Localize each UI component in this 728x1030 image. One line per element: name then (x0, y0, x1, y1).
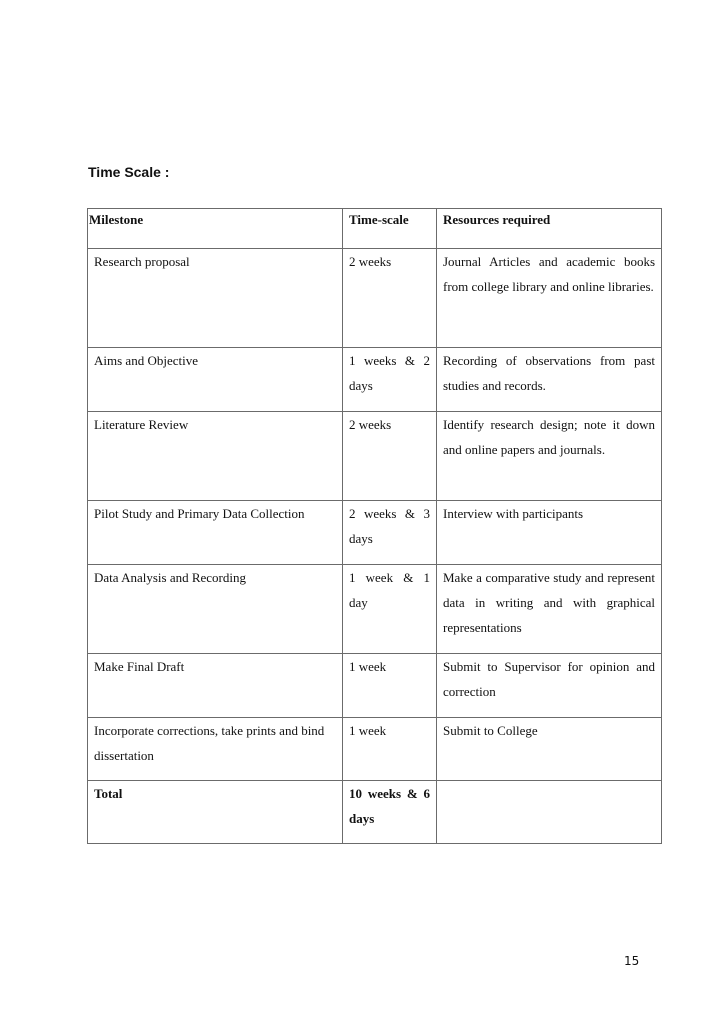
timescale-cell: 2 weeks & 3 days (343, 501, 437, 565)
timescale-cell: 1 week (343, 718, 437, 781)
resources-cell: Journal Articles and academic books from college library and online libraries. (437, 249, 662, 348)
milestone-cell: Research proposal (88, 249, 343, 348)
table-row (88, 412, 662, 501)
table-header-row (88, 209, 662, 249)
page-number: 15 (624, 954, 640, 968)
milestone-cell: Literature Review (88, 412, 343, 501)
time-scale-table (87, 208, 662, 844)
table-row (88, 654, 662, 718)
milestone-cell: Make Final Draft (88, 654, 343, 718)
milestone-cell: Aims and Objective (88, 348, 343, 412)
resources-cell: Make a comparative study and represent data in writing and with graphical representations (437, 565, 662, 654)
table-row (88, 501, 662, 565)
milestone-cell: Data Analysis and Recording (88, 565, 343, 654)
resources-cell: Submit to Supervisor for opinion and correction (437, 654, 662, 718)
table-row (88, 348, 662, 412)
table-row (88, 565, 662, 654)
total-timescale: 10 weeks & 6 days (343, 781, 437, 844)
section-heading: Time Scale : (88, 164, 170, 180)
resources-cell: Recording of observations from past studies and records. (437, 348, 662, 412)
header-timescale: Time-scale (343, 209, 437, 249)
resources-cell: Identify research design; note it down and online papers and journals. (437, 412, 662, 501)
header-milestone: Milestone (88, 209, 343, 249)
timescale-cell: 1 week (343, 654, 437, 718)
milestone-cell: Pilot Study and Primary Data Collection (88, 501, 343, 565)
header-resources: Resources required (437, 209, 662, 249)
timescale-cell: 1 week & 1 day (343, 565, 437, 654)
total-row (88, 781, 662, 844)
table-row (88, 718, 662, 781)
resources-cell: Interview with participants (437, 501, 662, 565)
timescale-cell: 2 weeks (343, 249, 437, 348)
total-label: Total (88, 781, 343, 844)
total-resources (437, 781, 662, 844)
milestone-cell: Incorporate corrections, take prints and bind dissertation (88, 718, 343, 781)
resources-cell: Submit to College (437, 718, 662, 781)
timescale-cell: 2 weeks (343, 412, 437, 501)
table-row (88, 249, 662, 348)
timescale-cell: 1 weeks & 2 days (343, 348, 437, 412)
